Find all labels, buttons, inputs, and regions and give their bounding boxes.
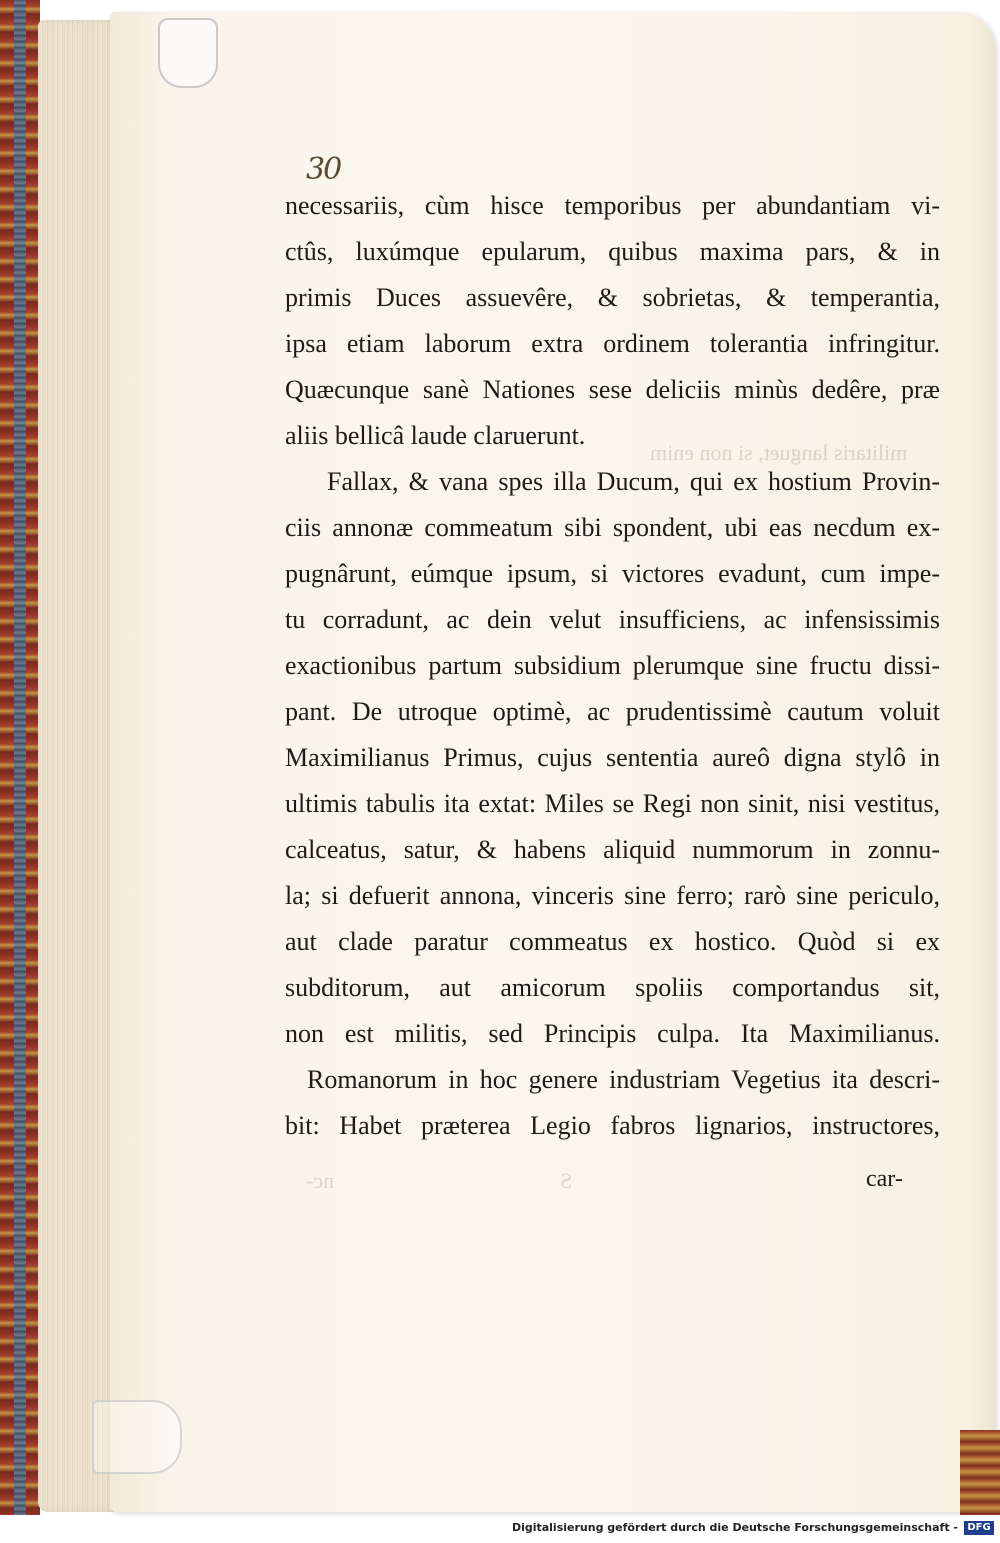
text-line: subditorum, aut amicorum spoliis comportandus sit, [285, 973, 940, 1002]
text-line: tu corradunt, ac dein velut insufficiens, ac infensissimis [285, 605, 940, 634]
text-line: la; si defuerit annona, vinceris sine ferro; rarò sine periculo, [285, 881, 940, 910]
text-line: Maximilianus Primus, cujus sententia aureô digna stylô in [285, 743, 940, 772]
book-binding-right [960, 1430, 1000, 1515]
page-clip-top [158, 18, 218, 88]
footer-credit: Digitalisierung gefördert durch die Deutsche Forschungsgemeinschaft - [511, 1521, 958, 1534]
bleed-through-mark: militaris languet, si non enim [650, 440, 908, 465]
bleed-through-mark: S [560, 1168, 573, 1193]
dfg-logo: DFG [964, 1521, 994, 1535]
text-line: pugnârunt, eúmque ipsum, si victores evadunt, cum impe- [285, 559, 940, 588]
text-line: ipsa etiam laborum extra ordinem tolerantia infringitur. [285, 329, 940, 358]
text-line: ciis annonæ commeatum sibi spondent, ubi eas necdum ex- [285, 513, 940, 542]
catchword: car- [866, 1166, 903, 1192]
text-line: ultimis tabulis ita extat: Miles se Regi non sinit, nisi vestitus, [285, 789, 940, 818]
text-line: primis Duces assuevêre, & sobrietas, & temperantia, [285, 283, 940, 312]
text-line: Romanorum in hoc genere industriam Vegetius ita descri- [307, 1065, 940, 1094]
body-text [285, 190, 940, 1156]
text-line: calceatus, satur, & habens aliquid nummorum in zonnu- [285, 835, 940, 864]
page-number: 30 [306, 152, 341, 187]
text-line: pant. De utroque optimè, ac prudentissimè cautum voluit [285, 697, 940, 726]
text-line: aliis bellicâ laude claruerunt. [285, 421, 586, 450]
text-line: bit: Habet præterea Legio fabros lignarios, instructores, [285, 1111, 940, 1140]
bleed-through-mark: nc- [306, 1168, 335, 1193]
book-spine-lining [14, 0, 26, 1515]
text-line: Fallax, & vana spes illa Ducum, qui ex hostium Provin- [327, 467, 940, 496]
text-line: aut clade paratur commeatus ex hostico. Quòd si ex [285, 927, 940, 956]
text-line: ctûs, luxúmque epularum, quibus maxima pars, & in [285, 237, 940, 266]
text-line: necessariis, cùm hisce temporibus per abundantiam vi- [285, 191, 940, 220]
text-line: exactionibus partum subsidium plerumque sine fructu dissi- [285, 651, 940, 680]
text-line: Quæcunque sanè Nationes sese deliciis minùs dedêre, præ [285, 375, 940, 404]
text-line: non est militis, sed Principis culpa. Ita Maximilianus. [285, 1019, 940, 1048]
page-clip-bottom [92, 1400, 182, 1474]
